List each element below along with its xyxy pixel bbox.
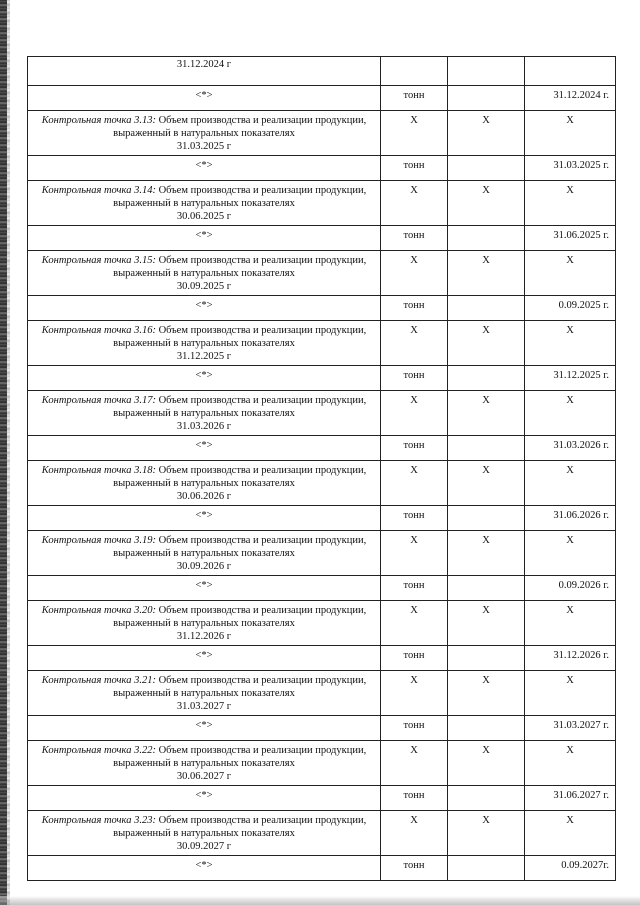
scan-bottom-edge bbox=[0, 896, 640, 905]
control-point-text: Объем производства и реализации продукции, выраженный в натуральных показателях bbox=[113, 185, 367, 209]
empty-cell bbox=[448, 716, 525, 741]
control-point-row bbox=[28, 531, 616, 576]
scan-binding-shadow bbox=[7, 0, 10, 905]
empty-cell bbox=[448, 856, 525, 881]
due-date-cell: 31.12.2024 г. bbox=[525, 86, 616, 111]
footnote-marker: <*> bbox=[28, 646, 381, 671]
control-point-row bbox=[28, 671, 616, 716]
due-date-cell: 31.06.2026 г. bbox=[525, 506, 616, 531]
control-point-label: Контрольная точка 3.22: bbox=[41, 745, 156, 756]
unit-cell: тонн bbox=[381, 296, 448, 321]
x-mark-cell: Х bbox=[525, 111, 616, 156]
table-row-continued bbox=[28, 57, 616, 86]
x-mark-cell: Х bbox=[525, 601, 616, 646]
control-point-label: Контрольная точка 3.17: bbox=[41, 395, 156, 406]
control-point-description bbox=[28, 601, 381, 646]
control-point-description bbox=[28, 811, 381, 856]
footnote-marker: <*> bbox=[28, 786, 381, 811]
x-mark-cell: Х bbox=[525, 531, 616, 576]
due-date-cell: 31.12.2025 г. bbox=[525, 366, 616, 391]
x-mark-cell: Х bbox=[381, 111, 448, 156]
x-mark-cell: Х bbox=[525, 321, 616, 366]
empty-cell bbox=[448, 436, 525, 461]
x-mark-cell: Х bbox=[381, 601, 448, 646]
x-mark-cell: Х bbox=[381, 811, 448, 856]
x-mark-cell: Х bbox=[525, 391, 616, 436]
unit-cell: тонн bbox=[381, 646, 448, 671]
footnote-marker: <*> bbox=[28, 86, 381, 111]
footnote-marker: <*> bbox=[28, 366, 381, 391]
empty-cell bbox=[448, 646, 525, 671]
x-mark-cell: Х bbox=[448, 321, 525, 366]
unit-cell: тонн bbox=[381, 366, 448, 391]
footnote-marker: <*> bbox=[28, 506, 381, 531]
control-point-row bbox=[28, 111, 616, 156]
due-date-cell: 31.06.2025 г. bbox=[525, 226, 616, 251]
control-point-label: Контрольная точка 3.20: bbox=[41, 605, 156, 616]
x-mark-cell: Х bbox=[381, 251, 448, 296]
x-mark-cell: Х bbox=[381, 741, 448, 786]
control-point-date: 30.09.2027 г bbox=[176, 841, 232, 852]
indicator-row bbox=[28, 716, 616, 741]
control-point-row bbox=[28, 601, 616, 646]
x-mark-cell: Х bbox=[448, 251, 525, 296]
control-point-date: 31.12.2025 г bbox=[176, 351, 232, 362]
control-point-label: Контрольная точка 3.19: bbox=[41, 535, 156, 546]
control-point-text: Объем производства и реализации продукции, выраженный в натуральных показателях bbox=[113, 745, 367, 769]
x-mark-cell: Х bbox=[448, 181, 525, 226]
control-point-label: Контрольная точка 3.13: bbox=[41, 115, 156, 126]
control-point-description bbox=[28, 391, 381, 436]
indicator-row bbox=[28, 296, 616, 321]
x-mark-cell: Х bbox=[525, 461, 616, 506]
control-point-description bbox=[28, 181, 381, 226]
x-mark-cell: Х bbox=[381, 181, 448, 226]
control-points-table bbox=[27, 56, 616, 881]
control-point-text: Объем производства и реализации продукции, выраженный в натуральных показателях bbox=[113, 465, 367, 489]
control-point-text: Объем производства и реализации продукции, выраженный в натуральных показателях bbox=[113, 605, 367, 629]
indicator-row bbox=[28, 576, 616, 601]
control-point-date: 31.12.2026 г bbox=[176, 631, 232, 642]
unit-cell: тонн bbox=[381, 786, 448, 811]
due-date-cell: 31.03.2026 г. bbox=[525, 436, 616, 461]
control-point-label: Контрольная точка 3.15: bbox=[41, 255, 156, 266]
x-mark-cell: Х bbox=[525, 741, 616, 786]
due-date-cell: 0.09.2027г. bbox=[525, 856, 616, 881]
control-point-text: Объем производства и реализации продукции, выраженный в натуральных показателях bbox=[113, 325, 367, 349]
footnote-marker: <*> bbox=[28, 856, 381, 881]
control-point-text: Объем производства и реализации продукции, выраженный в натуральных показателях bbox=[113, 115, 367, 139]
control-point-text: Объем производства и реализации продукции, выраженный в натуральных показателях bbox=[113, 535, 367, 559]
footnote-marker: <*> bbox=[28, 226, 381, 251]
control-point-row bbox=[28, 391, 616, 436]
indicator-row bbox=[28, 156, 616, 181]
x-mark-cell: Х bbox=[448, 111, 525, 156]
empty-cell bbox=[448, 156, 525, 181]
footnote-marker: <*> bbox=[28, 436, 381, 461]
control-point-row bbox=[28, 811, 616, 856]
control-point-date: 30.06.2027 г bbox=[176, 771, 232, 782]
unit-cell: тонн bbox=[381, 86, 448, 111]
x-mark-cell: Х bbox=[525, 671, 616, 716]
x-mark-cell: Х bbox=[525, 251, 616, 296]
footnote-marker: <*> bbox=[28, 716, 381, 741]
control-point-label: Контрольная точка 3.23: bbox=[41, 815, 156, 826]
x-mark-cell: Х bbox=[448, 741, 525, 786]
control-point-description bbox=[28, 111, 381, 156]
due-date-cell: 31.12.2026 г. bbox=[525, 646, 616, 671]
unit-cell: тонн bbox=[381, 436, 448, 461]
indicator-row bbox=[28, 506, 616, 531]
indicator-row bbox=[28, 786, 616, 811]
indicator-row bbox=[28, 366, 616, 391]
continued-date-cell: 31.12.2024 г bbox=[28, 57, 381, 86]
unit-cell: тонн bbox=[381, 856, 448, 881]
x-mark-cell: Х bbox=[448, 811, 525, 856]
x-mark-cell: Х bbox=[381, 391, 448, 436]
unit-cell: тонн bbox=[381, 226, 448, 251]
x-mark-cell: Х bbox=[381, 671, 448, 716]
due-date-cell: 0.09.2025 г. bbox=[525, 296, 616, 321]
empty-cell bbox=[381, 57, 448, 86]
indicator-row bbox=[28, 436, 616, 461]
footnote-marker: <*> bbox=[28, 296, 381, 321]
empty-cell bbox=[448, 576, 525, 601]
due-date-cell: 0.09.2026 г. bbox=[525, 576, 616, 601]
unit-cell: тонн bbox=[381, 506, 448, 531]
footnote-marker: <*> bbox=[28, 576, 381, 601]
control-point-row bbox=[28, 741, 616, 786]
control-point-row bbox=[28, 251, 616, 296]
empty-cell bbox=[448, 86, 525, 111]
control-point-label: Контрольная точка 3.21: bbox=[41, 675, 156, 686]
x-mark-cell: Х bbox=[448, 601, 525, 646]
control-point-date: 30.09.2026 г bbox=[176, 561, 232, 572]
indicator-row bbox=[28, 86, 616, 111]
control-point-text: Объем производства и реализации продукции, выраженный в натуральных показателях bbox=[113, 675, 367, 699]
x-mark-cell: Х bbox=[381, 461, 448, 506]
control-point-description bbox=[28, 251, 381, 296]
unit-cell: тонн bbox=[381, 716, 448, 741]
x-mark-cell: Х bbox=[381, 531, 448, 576]
x-mark-cell: Х bbox=[525, 811, 616, 856]
control-point-description bbox=[28, 741, 381, 786]
control-point-date: 30.06.2026 г bbox=[176, 491, 232, 502]
empty-cell bbox=[448, 786, 525, 811]
control-point-row bbox=[28, 321, 616, 366]
table-body bbox=[28, 57, 616, 881]
control-point-date: 31.03.2027 г bbox=[176, 701, 232, 712]
empty-cell bbox=[525, 57, 616, 86]
control-point-description bbox=[28, 671, 381, 716]
empty-cell bbox=[448, 366, 525, 391]
control-point-description bbox=[28, 461, 381, 506]
indicator-row bbox=[28, 226, 616, 251]
unit-cell: тонн bbox=[381, 156, 448, 181]
x-mark-cell: Х bbox=[448, 671, 525, 716]
x-mark-cell: Х bbox=[448, 531, 525, 576]
control-point-text: Объем производства и реализации продукции, выраженный в натуральных показателях bbox=[113, 815, 367, 839]
control-point-text: Объем производства и реализации продукции, выраженный в натуральных показателях bbox=[113, 255, 367, 279]
control-point-date: 30.09.2025 г bbox=[176, 281, 232, 292]
due-date-cell: 31.03.2025 г. bbox=[525, 156, 616, 181]
indicator-row bbox=[28, 646, 616, 671]
indicator-row bbox=[28, 856, 616, 881]
x-mark-cell: Х bbox=[381, 321, 448, 366]
unit-cell: тонн bbox=[381, 576, 448, 601]
due-date-cell: 31.06.2027 г. bbox=[525, 786, 616, 811]
control-point-row bbox=[28, 181, 616, 226]
x-mark-cell: Х bbox=[448, 461, 525, 506]
empty-cell bbox=[448, 57, 525, 86]
x-mark-cell: Х bbox=[448, 391, 525, 436]
control-point-description bbox=[28, 321, 381, 366]
control-point-label: Контрольная точка 3.14: bbox=[41, 185, 156, 196]
control-point-label: Контрольная точка 3.16: bbox=[41, 325, 156, 336]
control-point-text: Объем производства и реализации продукции, выраженный в натуральных показателях bbox=[113, 395, 367, 419]
control-point-description bbox=[28, 531, 381, 576]
scan-binding-edge bbox=[0, 0, 7, 905]
empty-cell bbox=[448, 506, 525, 531]
empty-cell bbox=[448, 296, 525, 321]
empty-cell bbox=[448, 226, 525, 251]
footnote-marker: <*> bbox=[28, 156, 381, 181]
x-mark-cell: Х bbox=[525, 181, 616, 226]
control-point-label: Контрольная точка 3.18: bbox=[41, 465, 156, 476]
control-point-date: 31.03.2025 г bbox=[176, 141, 232, 152]
due-date-cell: 31.03.2027 г. bbox=[525, 716, 616, 741]
control-point-row bbox=[28, 461, 616, 506]
control-point-date: 30.06.2025 г bbox=[176, 211, 232, 222]
control-point-date: 31.03.2026 г bbox=[176, 421, 232, 432]
